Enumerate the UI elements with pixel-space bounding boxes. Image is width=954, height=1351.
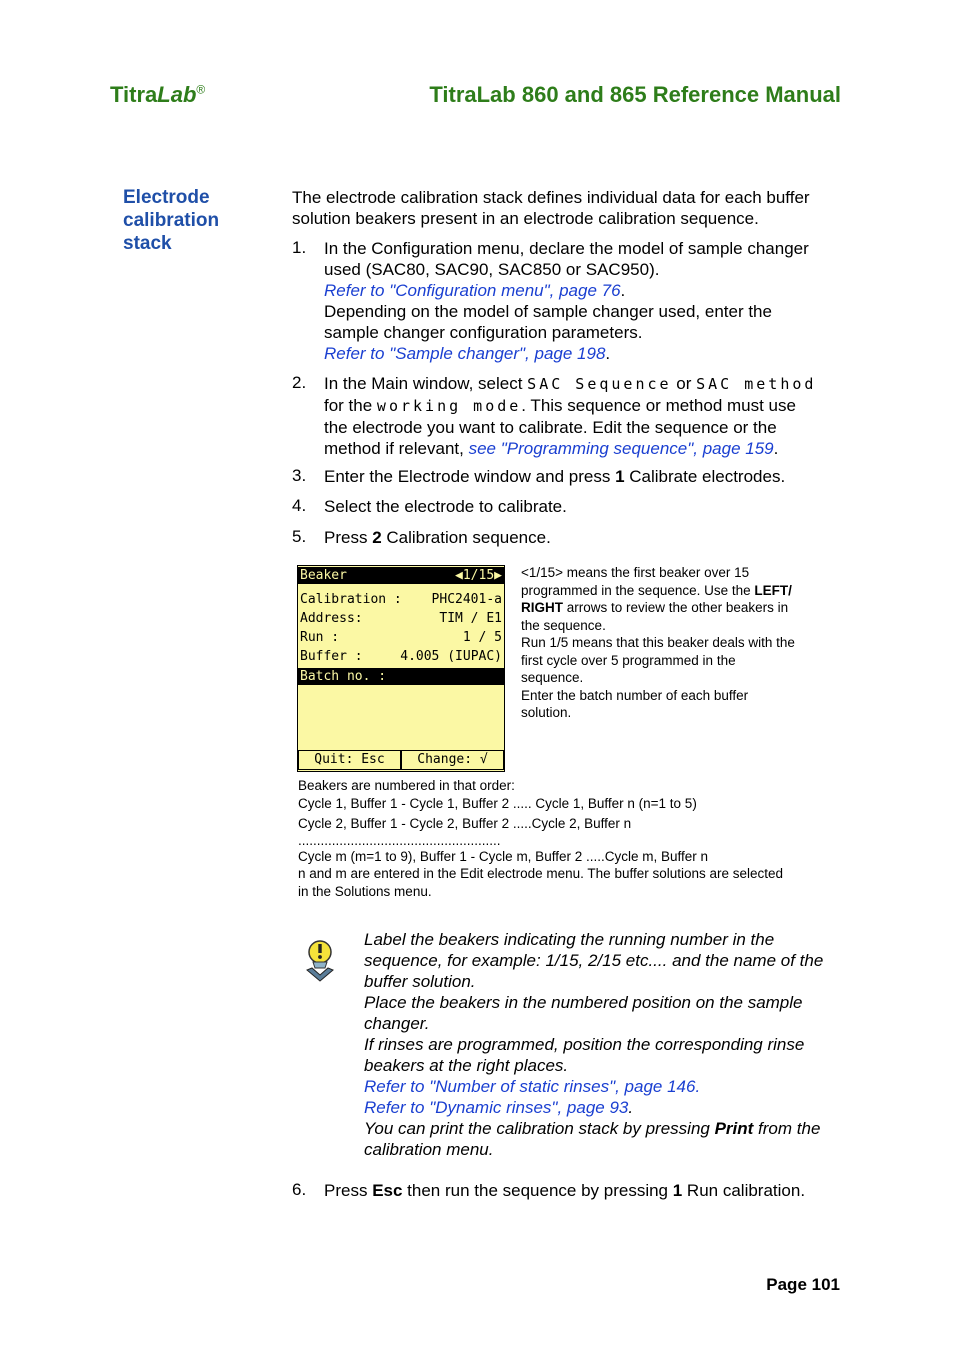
lcd-notes: <1/15> means the first beaker over 15 programmed in the sequence. Use the LEFT/ RIGHT arrows to review the other beakers in the sequence. Run 1/5 means that this beaker deals with the first cycle over 5 programmed in the sequence. Enter the batch number of each buffer solution.	[521, 565, 795, 720]
brand-logo: TitraLab®	[110, 82, 206, 107]
step-5: Press 2 Calibration sequence.	[324, 528, 551, 547]
step-1: In the Configuration menu, declare the model of sample changer used (SAC80, SAC90, SAC850 or SAC950). Refer to "Configuration menu", page 76. Depending on the model of sample changer used, enter the sample changer configuration parameters. Refer to "Sample changer", page 198.	[324, 239, 809, 363]
step-number: 5.	[292, 527, 307, 546]
page-number: Page 101	[766, 1275, 840, 1294]
beaker-counter: ◀1/15▶	[455, 568, 502, 583]
section-heading: Electrode calibration stack	[123, 187, 220, 254]
lcd-selected-row[interactable]: Batch no. :	[298, 668, 504, 685]
link-configuration-menu[interactable]: Refer to "Configuration menu", page 76	[324, 281, 621, 300]
link-programming-sequence[interactable]: see "Programming sequence", page 159	[468, 439, 774, 458]
step-number: 3.	[292, 466, 307, 485]
note-block: Label the beakers indicating the running number in the sequence, for example: 1/15, 2/15 etc.... and the name of the buffer solution. Place the beakers in the numbered position on the sample changer. If rinses are programmed, position the corresponding rinse beakers at the right places. Refer to "Number of static rinses", page 146. Refer to "Dynamic rinses", page 93. You can print the calibration stack by pressing Print from the calibration menu.	[364, 929, 839, 1160]
link-sample-changer[interactable]: Refer to "Sample changer", page 198	[324, 344, 606, 363]
step-6: Press Esc then run the sequence by pressing 1 Run calibration.	[324, 1181, 806, 1200]
step-number: 6.	[292, 1180, 307, 1199]
step-number: 1.	[292, 238, 307, 257]
lcd-change-button[interactable]: Change: √	[401, 750, 504, 770]
step-4: Select the electrode to calibrate.	[324, 497, 567, 516]
lcd-row: Address: TIM / E1	[300, 611, 502, 626]
lcd-row: Calibration : PHC2401-a	[300, 592, 502, 607]
step-3: Enter the Electrode window and press 1 Calibrate electrodes.	[324, 467, 786, 486]
step-2: In the Main window, select SAC Sequence or SAC method for the working mode. This sequence or method must use the electrode you want to calibrate. Edit the sequence or the method if relevant, see "Programming sequence", page 159.	[324, 374, 817, 458]
lcd-row: Run : 1 / 5	[300, 630, 502, 645]
warning-lightbulb-icon	[304, 937, 336, 983]
lcd-quit-button[interactable]: Quit: Esc	[298, 750, 401, 770]
beaker-order-text: Beakers are numbered in that order: Cycle 1, Buffer 1 - Cycle 1, Buffer 2 ..... Cycle 1, Buffer n (n=1 to 5) Cycle 2, Buffer 1 - Cycle 2, Buffer 2 .....Cycle 2, Buffer n ...................................................... Cycle m (m=1 to 9), Buffer 1 - Cycle m, Buffer 2 .....Cycle m, Buffer n n and m are entered in the Edit electrode menu. The buffer solutions are selected in the Solutions menu.	[298, 778, 784, 899]
manual-title: TitraLab 860 and 865 Reference Manual	[429, 82, 841, 107]
lcd-row: Buffer : 4.005 (IUPAC)	[300, 649, 502, 664]
intro-paragraph: The electrode calibration stack defines individual data for each buffer solution beakers present in an electrode calibration sequence.	[292, 188, 810, 228]
step-number: 4.	[292, 496, 307, 515]
step-number: 2.	[292, 373, 307, 392]
link-static-rinses[interactable]: Refer to "Number of static rinses", page 146.	[364, 1077, 701, 1096]
lcd-title-bar: Beaker ◀1/15▶	[300, 568, 502, 583]
link-dynamic-rinses[interactable]: Refer to "Dynamic rinses", page 93	[364, 1098, 629, 1117]
lcd-screen	[297, 565, 505, 772]
